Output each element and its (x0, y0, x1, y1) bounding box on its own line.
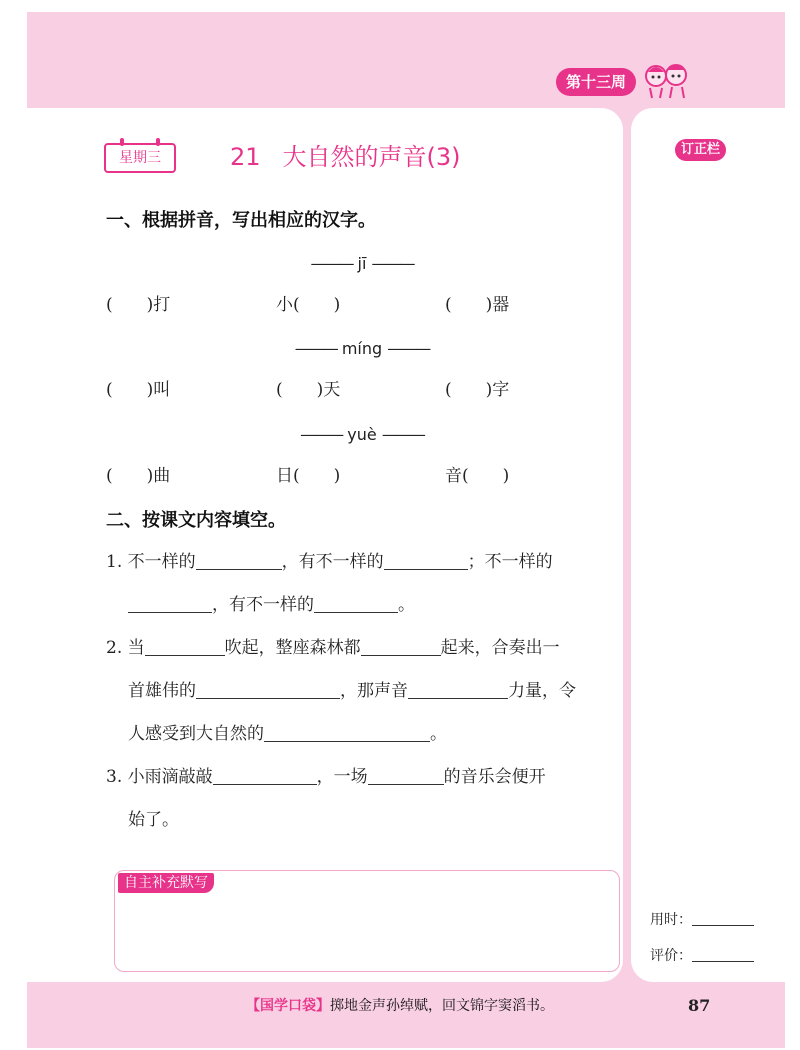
evaluation-blank[interactable] (692, 947, 754, 962)
day-tab: 星期三 (104, 143, 176, 173)
pinyin-ming: ——— míng ——— (294, 339, 430, 358)
answer-blank[interactable] (368, 766, 444, 785)
pinyin-ji: ——— jī ——— (310, 254, 414, 273)
time-used: 用时： (650, 910, 754, 930)
worksheet-area (27, 108, 623, 982)
lesson-number: 21 (230, 143, 261, 171)
fill-blank-item[interactable]: ( )打 (106, 295, 171, 315)
question-1-line-2: ，有不一样的 。 (128, 591, 415, 619)
question-2-line-2: 首雄伟的 ，那声音 力量，令 (128, 681, 576, 701)
fill-blank-item[interactable]: ( )曲 (106, 466, 171, 486)
fill-blank-item[interactable]: 日( ) (276, 466, 341, 486)
week-badge: 第十三周 (556, 68, 636, 96)
answer-blank[interactable] (196, 680, 340, 699)
fill-blank-item[interactable]: ( )天 (276, 380, 341, 400)
answer-blank[interactable] (264, 723, 430, 742)
kids-mascot-icon (640, 60, 694, 100)
fill-blank-item[interactable]: ( )叫 (106, 380, 171, 400)
answer-blank[interactable] (196, 551, 282, 570)
answer-blank[interactable] (128, 594, 212, 613)
lesson-title (230, 140, 461, 174)
answer-blank[interactable] (384, 551, 468, 570)
answer-blank[interactable] (408, 680, 508, 699)
fill-blank-item[interactable]: 小( ) (276, 295, 341, 315)
page-number: 87 (688, 996, 711, 1015)
question-1-line-1: 1. 不一样的 ，有不一样的 ；不一样的 (106, 552, 553, 572)
question-3-line-1: 3. 小雨滴敲敲 ，一场 的音乐会便开 (106, 767, 546, 787)
evaluation: 评价： (650, 946, 754, 966)
lesson-name: 大自然的声音(3) (282, 143, 461, 171)
section1-heading: 一、根据拼音，写出相应的汉字。 (106, 210, 376, 231)
question-3-line-2: 始了。 (128, 810, 179, 830)
fill-blank-item[interactable]: 音( ) (445, 466, 510, 486)
pinyin-yue: ——— yuè ——— (300, 425, 424, 444)
correction-column (631, 108, 785, 982)
fill-blank-item[interactable]: ( )器 (445, 295, 510, 315)
question-2-line-1: 2. 当 吹起，整座森林都 起来，合奏出一 (106, 638, 560, 658)
answer-blank[interactable] (145, 637, 225, 656)
fill-blank-item[interactable]: ( )字 (445, 380, 510, 400)
footer-quote: 【国学口袋】掷地金声孙绰赋，回文锦字窦滔书。 (246, 998, 554, 1014)
correction-badge: 订正栏 (675, 139, 726, 161)
answer-blank[interactable] (314, 594, 398, 613)
answer-blank[interactable] (361, 637, 441, 656)
question-2-line-3: 人感受到大自然的 。 (128, 724, 447, 744)
time-blank[interactable] (692, 911, 754, 926)
section2-heading: 二、按课文内容填空。 (106, 510, 286, 531)
dictation-label: 自主补充默写 (118, 873, 214, 893)
answer-blank[interactable] (213, 766, 317, 785)
